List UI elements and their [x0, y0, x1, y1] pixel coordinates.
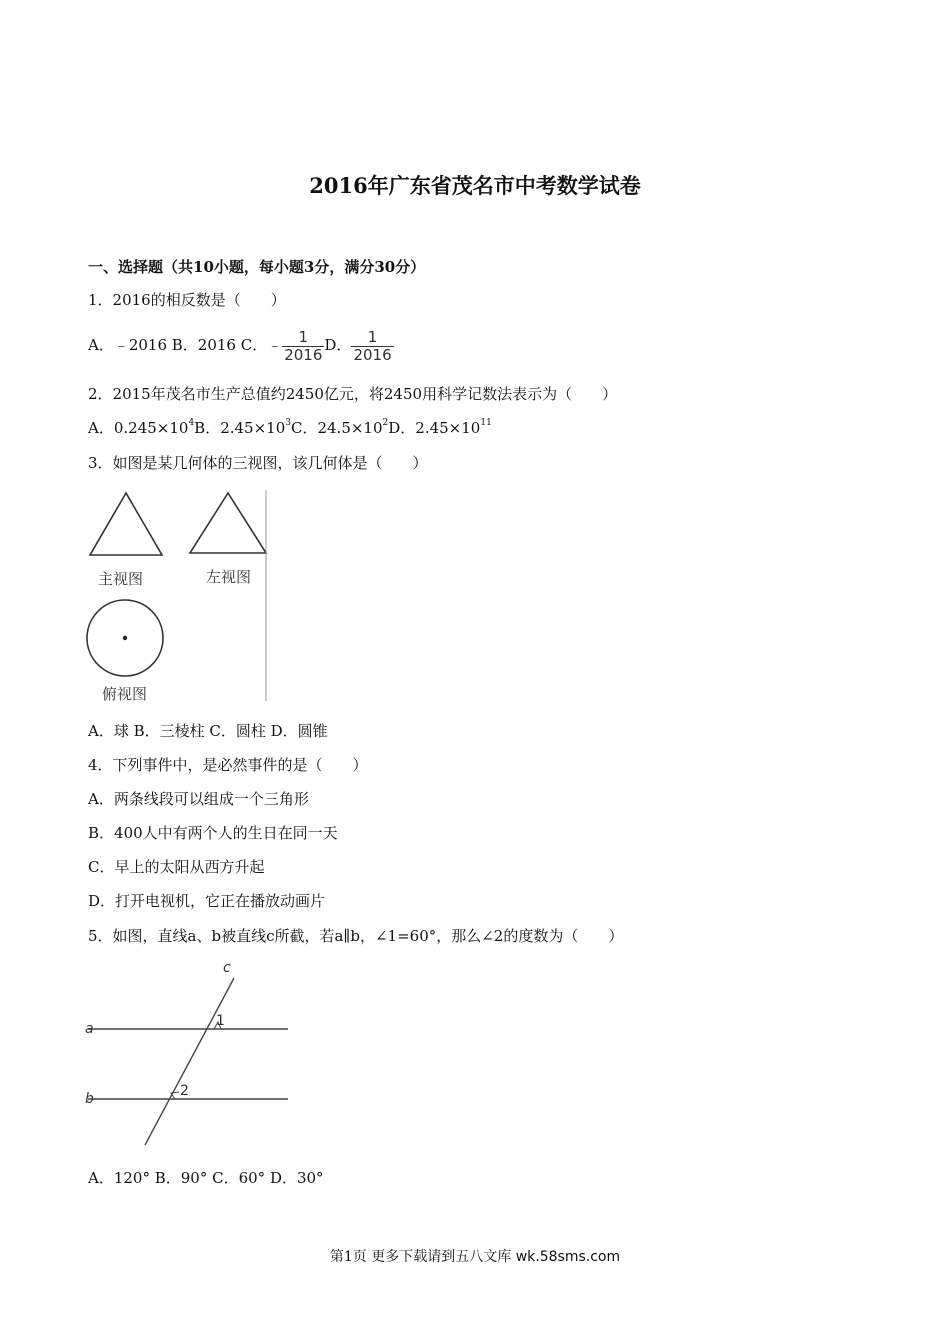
label-angle-2: 2 — [180, 1083, 189, 1099]
footer-link[interactable]: wk.58sms.com — [515, 1249, 621, 1265]
left-view-triangle — [190, 493, 266, 553]
three-views-figure — [80, 485, 275, 705]
question-4-option-b: B．400人中有两个人的生日在同一天 — [88, 824, 338, 842]
label-b: b — [85, 1091, 94, 1107]
top-view-center-dot — [123, 636, 127, 640]
option-c: C．24.5×10 — [290, 419, 383, 437]
footer-text: 第1页 更多下载请到五八文库 — [329, 1249, 512, 1265]
fraction-d-numerator: 1 — [367, 327, 378, 346]
angle-2-mark — [171, 1092, 179, 1099]
question-5-options: A．120° B．90° C．60° D．30° — [88, 1169, 324, 1187]
option-a: A．0.245×10 — [88, 419, 189, 437]
section-heading: 一、选择题（共10小题，每小题3分，满分30分） — [88, 258, 426, 276]
question-1-options — [88, 325, 394, 365]
question-4-option-a: A．两条线段可以组成一个三角形 — [88, 790, 309, 808]
parallel-lines-figure — [80, 960, 295, 1150]
fraction-c-denominator: 2016 — [284, 345, 323, 364]
fraction-d-denominator: 2016 — [353, 345, 392, 364]
question-1-options-prefix: A．﹣2016 B．2016 C．﹣ — [88, 336, 283, 354]
fraction-c — [282, 329, 324, 364]
label-angle-1: 1 — [216, 1013, 225, 1029]
question-5-stem: 5．如图，直线a、b被直线c所截，若a∥b，∠1=60°，那么∠2的度数为（ ） — [88, 927, 624, 945]
front-view-triangle — [90, 493, 162, 555]
exponent-c: 2 — [382, 418, 389, 428]
fraction-c-numerator: 1 — [298, 327, 309, 346]
question-4-option-d: D．打开电视机，它正在播放动画片 — [88, 892, 326, 910]
line-c — [145, 978, 234, 1145]
option-d: D．2.45×10 — [388, 419, 481, 437]
question-2-options — [88, 418, 492, 438]
document-title: 2016年广东省茂名市中考数学试卷 — [309, 173, 641, 198]
question-1-stem: 1．2016的相反数是（ ） — [88, 291, 286, 309]
question-4-stem: 4．下列事件中，是必然事件的是（ ） — [88, 756, 368, 774]
exponent-d: 11 — [480, 418, 492, 428]
question-1-option-d: D． — [324, 336, 352, 354]
label-a: a — [85, 1021, 94, 1037]
exponent-b: 3 — [285, 418, 291, 428]
page-footer — [0, 1246, 950, 1266]
fraction-d — [351, 329, 393, 364]
label-c: c — [223, 960, 231, 976]
option-b: B．2.45×10 — [194, 419, 286, 437]
top-view-label: 俯视图 — [102, 685, 148, 703]
left-view-label: 左视图 — [206, 568, 252, 586]
question-3-options: A．球 B．三棱柱 C．圆柱 D．圆锥 — [88, 722, 328, 740]
front-view-label: 主视图 — [98, 570, 144, 588]
exponent-a: 4 — [188, 418, 195, 428]
question-2-stem: 2．2015年茂名市生产总值约2450亿元，将2450用科学记数法表示为（ ） — [88, 385, 618, 403]
question-4-option-c: C．早上的太阳从西方升起 — [88, 858, 265, 876]
question-3-stem: 3．如图是某几何体的三视图，该几何体是（ ） — [88, 454, 428, 472]
